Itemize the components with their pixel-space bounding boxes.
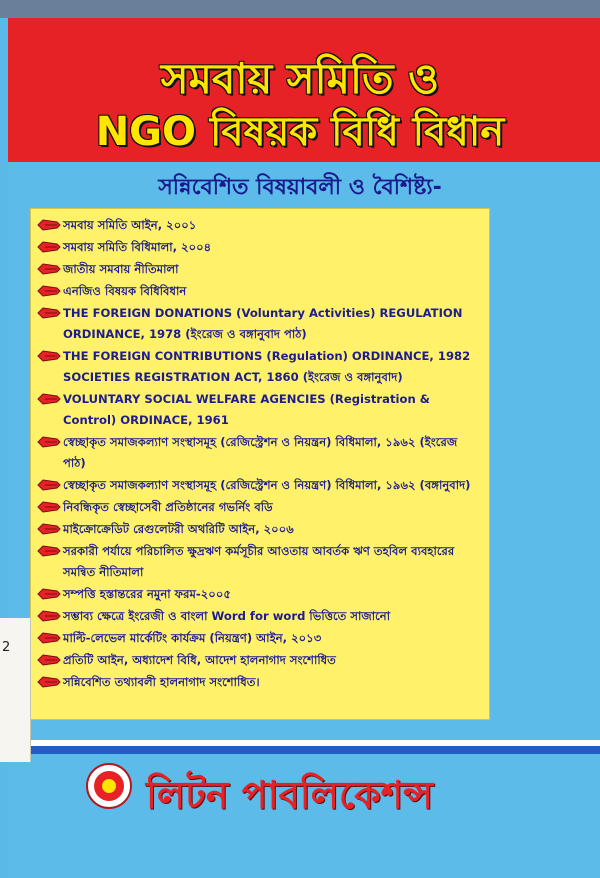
pen-bullet-icon — [37, 675, 63, 691]
contents-list-item — [37, 259, 489, 280]
contents-item-text: THE FOREIGN DONATIONS (Voluntary Activities) REGULATION ORDINANCE, 1978 (ইংরেজ ও বঙ্গানুবাদ পাঠ) — [63, 306, 463, 341]
pen-bullet-icon — [37, 218, 63, 234]
contents-list-item — [37, 628, 489, 649]
pen-bullet-icon — [37, 587, 63, 603]
contents-panel — [30, 208, 490, 720]
contents-item-text: প্রতিটি আইন, অধ্যাদেশ বিধি, আদেশ হালনাগাদ সংশোধিত — [63, 653, 336, 667]
contents-item-text: সমবায় সমিতি বিধিমালা, ২০০৪ — [63, 240, 212, 254]
pen-bullet-icon — [37, 240, 63, 256]
contents-list-item — [37, 389, 489, 431]
title-line-2: NGO বিষয়ক বিধি বিধান — [95, 109, 505, 155]
pen-bullet-icon — [37, 262, 63, 278]
contents-list-item — [37, 281, 489, 302]
contents-list-item — [37, 672, 489, 693]
contents-list-item — [37, 541, 489, 583]
pen-bullet-icon — [37, 284, 63, 300]
divider-blue — [8, 746, 600, 754]
contents-item-text: মাইক্রোক্রেডিট রেগুলেটরী অথরিটি আইন, ২০০৬ — [63, 522, 294, 536]
publisher-name: লিটন পাবলিকেশন্স — [146, 773, 434, 817]
contents-item-text: স্বেচ্ছাকৃত সমাজকল্যাণ সংস্থাসমূহ (রেজিস্ট্রেশন ও নিয়ন্ত্রন) বিধিমালা, ১৯৬২ (ইংরেজ পাঠ) — [63, 435, 458, 470]
contents-item-text: এনজিও বিষয়ক বিধিবিধান — [63, 284, 187, 298]
pen-bullet-icon — [37, 306, 63, 322]
pen-bullet-icon — [37, 435, 63, 451]
contents-list-item — [37, 432, 489, 474]
contents-item-text: সম্ভাব্য ক্ষেত্রে ইংরেজী ও বাংলা Word for word ভিত্তিতে সাজানো — [63, 609, 391, 623]
contents-item-text: সম্পত্তি হস্তান্তরের নমুনা ফরম-২০০৫ — [63, 587, 231, 601]
pen-bullet-icon — [37, 478, 63, 494]
contents-item-text: সমবায় সমিতি আইন, ২০০১ — [63, 218, 197, 232]
contents-list-item — [37, 584, 489, 605]
contents-list-item — [37, 237, 489, 258]
publisher-logo-icon — [86, 763, 132, 809]
contents-list-item — [37, 346, 489, 388]
contents-list-item — [37, 606, 489, 627]
contents-item-text: জাতীয় সমবায় নীতিমালা — [63, 262, 179, 276]
pen-bullet-icon — [37, 653, 63, 669]
contents-item-text: স্বেচ্ছাকৃত সমাজকল্যাণ সংস্থাসমূহ (রেজিস্ট্রেশন ও নিয়ন্ত্রণ) বিধিমালা, ১৯৬২ (বঙ্গানুবাদ) — [63, 478, 471, 492]
contents-item-text: THE FOREIGN CONTRIBUTIONS (Regulation) ORDINANCE, 1982 SOCIETIES REGISTRATION ACT, 1860 (ইংরেজ ও বঙ্গানুবাদ) — [63, 349, 471, 384]
pen-bullet-icon — [37, 522, 63, 538]
pen-bullet-icon — [37, 500, 63, 516]
title-line-1: সমবায় সমিতি ও — [160, 54, 440, 103]
pen-bullet-icon — [37, 349, 63, 365]
pen-bullet-icon — [37, 544, 63, 560]
contents-item-text: সন্নিবেশিত তথ্যাবলী হালনাগাদ সংশোধিত। — [63, 675, 260, 689]
contents-item-text: নিবন্ধিকৃত স্বেচ্ছাসেবী প্রতিষ্ঠানের গভর্নিং বডি — [63, 500, 273, 514]
sticker-number: 2 — [2, 640, 11, 655]
pen-bullet-icon — [37, 392, 63, 408]
contents-item-text: মাল্টি-লেভেল মার্কেটিং কার্যক্রম (নিয়ন্ত্রণ) আইন, ২০১৩ — [63, 631, 322, 645]
contents-list-item — [37, 303, 489, 345]
top-edge — [0, 0, 600, 18]
contents-list-item — [37, 475, 489, 496]
contents-list-item — [37, 650, 489, 671]
contents-item-text: VOLUNTARY SOCIAL WELFARE AGENCIES (Registration & Control) ORDINACE, 1961 — [63, 392, 430, 427]
contents-subtitle: সন্নিবেশিত বিষয়াবলী ও বৈশিষ্ট্য- — [158, 175, 442, 200]
contents-list-item — [37, 497, 489, 518]
contents-list-item — [37, 215, 489, 236]
pen-bullet-icon — [37, 609, 63, 625]
contents-list-item — [37, 519, 489, 540]
contents-item-text: সরকারী পর্যায়ে পরিচালিত ক্ষুদ্রঋণ কর্মসূচীর আওতায় আবর্তক ঋণ তহবিল ব্যবহারের সমন্বিত নীতিমালা — [63, 544, 455, 579]
pen-bullet-icon — [37, 631, 63, 647]
